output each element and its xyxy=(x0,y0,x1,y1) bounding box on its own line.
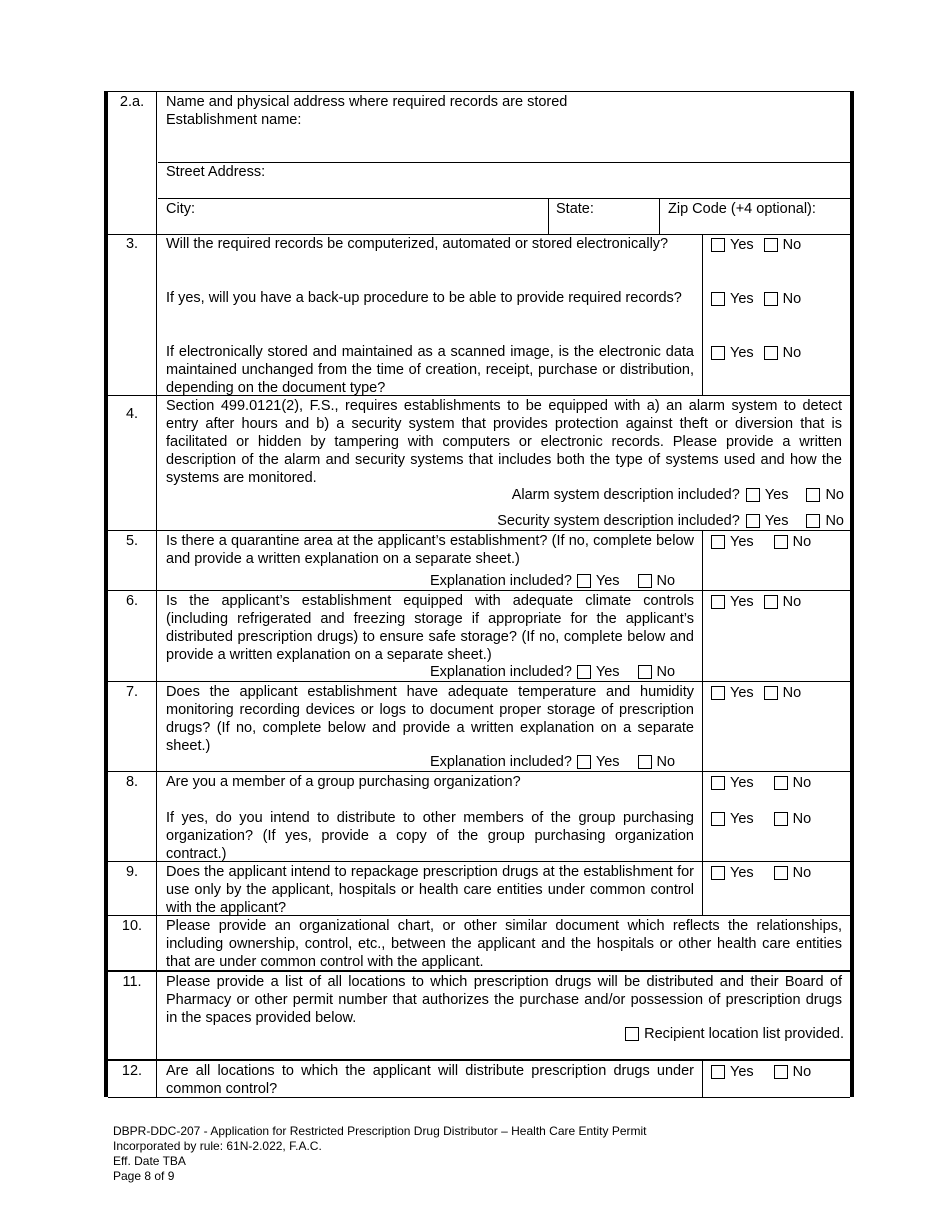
row-number: 3. xyxy=(108,234,157,395)
row-5 xyxy=(108,531,850,591)
question-scanned-image: If electronically stored and maintained as a scanned image, is the electronic data maintained unchanged from the time of creation, receipt, purchase or distribution, depending on the document type? xyxy=(166,344,694,396)
answer-column xyxy=(702,1061,851,1097)
yes-checkbox[interactable] xyxy=(711,292,725,306)
no-checkbox[interactable] xyxy=(638,574,652,588)
row-number: 10. xyxy=(108,916,157,970)
yes-no-group: Yes No xyxy=(711,344,801,362)
yes-checkbox[interactable] xyxy=(711,776,725,790)
yes-no-group: Yes No xyxy=(711,290,801,308)
yes-no-group: Yes No xyxy=(711,236,801,254)
yes-no-group: Yes No xyxy=(711,864,811,882)
no-checkbox[interactable] xyxy=(764,292,778,306)
no-checkbox[interactable] xyxy=(774,535,788,549)
no-checkbox[interactable] xyxy=(774,812,788,826)
yes-checkbox[interactable] xyxy=(711,595,725,609)
street-address-label: Street Address: xyxy=(166,164,266,180)
state-label: State: xyxy=(556,201,594,217)
security-requirement-text: Section 499.0121(2), F.S., requires establishments to be equipped with a) an alarm system to detect entry after hours and b) a security system that provides protection against theft or diversion that is facilitated or hidden by tampering with computers or electronic records. Please provide a written description of the alarm and security systems that includes both the type of systems used and how the systems are monitored. xyxy=(166,398,842,486)
row-12 xyxy=(108,1061,850,1098)
page-number: Page 8 of 9 xyxy=(113,1169,175,1183)
row-number: 12. xyxy=(108,1061,157,1097)
form-title: DBPR-DDC-207 - Application for Restricted Prescription Drug Distributor – Health Care Entity Permit xyxy=(113,1124,647,1138)
city-label: City: xyxy=(166,201,195,217)
yes-checkbox[interactable] xyxy=(711,686,725,700)
establishment-name-label: Establishment name: xyxy=(166,112,302,128)
question-backup-procedure: If yes, will you have a back-up procedure to be able to provide required records? xyxy=(166,290,682,306)
question-climate-controls: Is the applicant’s establishment equipped with adequate climate controls (including refrigerated and freezing storage if appropriate for the applicant’s distributed prescription drugs) to ensure safe storage? (If no, complete below and provide a written explanation on a separate sheet.) xyxy=(166,593,694,663)
yes-checkbox[interactable] xyxy=(577,755,591,769)
alarm-description-group: Alarm system description included? Yes No xyxy=(511,487,844,503)
no-checkbox[interactable] xyxy=(806,514,820,528)
row-7 xyxy=(108,682,850,772)
locations-list-request: Please provide a list of all locations to which prescription drugs will be distributed and their Board of Pharmacy or other permit number that authorizes the purchase and/or possession of prescription drugs in the spaces provided below. xyxy=(166,974,842,1026)
question-gpo-distribute: If yes, do you intend to distribute to other members of the group purchasing organization? (If yes, provide a copy of the group purchasing organization contract.) xyxy=(166,810,694,862)
effective-date: Eff. Date TBA xyxy=(113,1154,186,1168)
yes-checkbox[interactable] xyxy=(711,346,725,360)
answer-column xyxy=(702,591,851,681)
zip-code-label: Zip Code (+4 optional): xyxy=(668,201,816,217)
row-11 xyxy=(108,972,850,1061)
answer-column xyxy=(702,862,851,915)
row-2a xyxy=(108,91,850,235)
org-chart-request: Please provide an organizational chart, or other similar document which reflects the relationships, including ownership, control, etc., between the applicant and the hospitals or other health care entities that are under common control with the applicant. xyxy=(166,918,842,970)
yes-checkbox[interactable] xyxy=(577,665,591,679)
form-table xyxy=(104,91,854,1097)
no-checkbox[interactable] xyxy=(638,755,652,769)
row-number: 5. xyxy=(108,531,157,590)
no-checkbox[interactable] xyxy=(764,595,778,609)
yes-checkbox[interactable] xyxy=(711,866,725,880)
yes-checkbox[interactable] xyxy=(577,574,591,588)
question-repackage: Does the applicant intend to repackage prescription drugs at the establishment for use only by the applicant, hospitals or health care entities under common control with the applicant? xyxy=(166,864,694,916)
row-number: 7. xyxy=(108,682,157,771)
yes-no-group: Yes No xyxy=(711,593,801,611)
question-gpo-member: Are you a member of a group purchasing organization? xyxy=(166,774,521,790)
answer-column xyxy=(702,682,851,771)
row-3 xyxy=(108,234,850,396)
answer-column xyxy=(702,531,851,590)
row-number: 4. xyxy=(108,396,157,530)
security-description-group: Security system description included? Yes No xyxy=(497,513,844,529)
answer-column xyxy=(702,772,851,861)
row-number: 2.a. xyxy=(108,92,157,234)
yes-checkbox[interactable] xyxy=(711,238,725,252)
no-checkbox[interactable] xyxy=(638,665,652,679)
explanation-group: Explanation included? Yes No xyxy=(430,754,676,770)
no-checkbox[interactable] xyxy=(774,866,788,880)
explanation-group: Explanation included? Yes No xyxy=(430,573,676,589)
row-number: 6. xyxy=(108,591,157,681)
row-number: 11. xyxy=(108,972,157,1059)
yes-checkbox[interactable] xyxy=(711,535,725,549)
yes-no-group: Yes No xyxy=(711,684,801,702)
records-location-title: Name and physical address where required records are stored xyxy=(166,94,568,110)
row-8 xyxy=(108,772,850,862)
yes-checkbox[interactable] xyxy=(746,514,760,528)
yes-checkbox[interactable] xyxy=(711,1065,725,1079)
no-checkbox[interactable] xyxy=(764,686,778,700)
row-number: 9. xyxy=(108,862,157,915)
no-checkbox[interactable] xyxy=(774,1065,788,1079)
explanation-group: Explanation included? Yes No xyxy=(430,664,676,680)
yes-checkbox[interactable] xyxy=(746,488,760,502)
question-quarantine-area: Is there a quarantine area at the applicant’s establishment? (If no, complete below and provide a written explanation on a separate sheet.) xyxy=(166,533,694,567)
recipient-list-checkbox[interactable] xyxy=(625,1027,639,1041)
rule-reference: Incorporated by rule: 61N-2.022, F.A.C. xyxy=(113,1139,322,1153)
yes-no-group: Yes No xyxy=(711,810,811,828)
row-6 xyxy=(108,591,850,682)
question-common-control: Are all locations to which the applicant will distribute prescription drugs under common control? xyxy=(166,1063,694,1097)
row-10 xyxy=(108,916,850,972)
row-4 xyxy=(108,396,850,531)
yes-no-group: Yes No xyxy=(711,774,811,792)
row-number: 8. xyxy=(108,772,157,861)
recipient-list-group: Recipient location list provided. xyxy=(625,1025,844,1043)
no-checkbox[interactable] xyxy=(806,488,820,502)
yes-checkbox[interactable] xyxy=(711,812,725,826)
row-9 xyxy=(108,862,850,916)
question-computerized-records: Will the required records be computerized, automated or stored electronically? xyxy=(166,236,669,252)
answer-column xyxy=(702,234,851,395)
yes-no-group: Yes No xyxy=(711,1063,811,1081)
no-checkbox[interactable] xyxy=(764,238,778,252)
no-checkbox[interactable] xyxy=(764,346,778,360)
yes-no-group: Yes No xyxy=(711,533,811,551)
no-checkbox[interactable] xyxy=(774,776,788,790)
question-temperature-monitoring: Does the applicant establishment have adequate temperature and humidity monitoring recording devices or logs to document proper storage of prescription drugs? (If no, complete below and provide a written explanation on a separate sheet.) xyxy=(166,684,694,754)
page-footer xyxy=(113,1124,647,1184)
